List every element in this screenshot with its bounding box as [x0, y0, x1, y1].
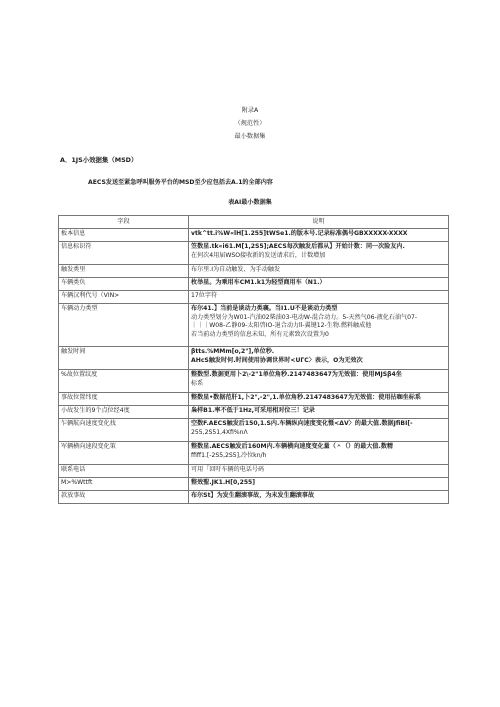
description-line: ffiff1.[-2S5,2S5],冷位kn/h	[191, 451, 267, 459]
table-row	[59, 370, 449, 393]
field-description-cell	[189, 478, 449, 491]
description-line: 空数F.AECS触发后150,1.S内.车辆纵向速度变化慑<ΔV〉的最大值.数据JfiBI[-	[191, 420, 413, 427]
field-name-cell: 车辆类负	[59, 278, 189, 291]
table-row	[59, 265, 449, 278]
field-description-cell	[189, 491, 449, 504]
table-row	[59, 242, 449, 265]
description-line: 若当前动力类型的信息未知，所有元素致次设置为0	[191, 330, 329, 338]
table-row	[59, 419, 449, 442]
table-row	[59, 442, 449, 465]
table-row	[59, 393, 449, 406]
field-description-cell	[189, 304, 449, 347]
field-name-cell: 触发类里	[59, 265, 189, 278]
field-name-cell: 车辆动力类型	[59, 304, 189, 347]
field-name-cell: 款放事故	[59, 491, 189, 504]
table-row	[59, 478, 449, 491]
field-description-cell	[189, 278, 449, 291]
field-description-cell	[189, 465, 449, 478]
description-line: 布尔41.】当前是谈动力类襄。当I1.U不是谈动力类型	[191, 305, 338, 312]
table-row	[59, 229, 449, 242]
table-row	[59, 291, 449, 304]
normative-label: （规范性）	[234, 120, 266, 127]
table-row	[59, 406, 449, 419]
description-line: 整数星•数据范肝1,卜2",-2",1.单位角秒.2147483647为无效值：使用拈咖坐标系	[191, 394, 421, 401]
description-line: 动力类型划分为W01-汽油02柴油03-电动W-混合动力。5-天然气06-液化石油气07-	[191, 313, 418, 321]
description-line: 整数星.AECS触发后160M内.车辆横向速度变化量（＾（）的最大值.数精	[191, 443, 394, 450]
description-line: 布尔St】为发生翻滚事故，为未发生翻滚事故	[191, 492, 315, 499]
description-line: 笠数星.tk«i61.M[1,2S5];AECS每次触发后都从】开始计数：同一次险友内.	[191, 243, 405, 250]
column-header-field: 字段	[59, 216, 189, 229]
table-row	[59, 465, 449, 478]
description-line: vtk^tt.i%W«lH[1.255]tWSe1.的版本号.记录标准偶号GBXXXXX-XXXX	[191, 230, 408, 237]
field-name-cell: 板本信息	[59, 229, 189, 242]
table-caption: 表AI最小数据集	[228, 199, 272, 206]
description-line: 可用「回吁车辆的电话号码	[191, 466, 265, 473]
field-description-cell	[189, 229, 449, 242]
table-body	[59, 229, 449, 504]
description-line: 布尔里.I为自动触发、为手动触发	[191, 266, 281, 273]
msd-table	[58, 215, 449, 504]
field-description-cell	[189, 370, 449, 393]
field-name-cell: 事故位置纬度	[59, 393, 189, 406]
description-line: 255,2S51,4Xfi%nΛ	[191, 428, 248, 436]
field-name-cell: 信息标识符	[59, 242, 189, 265]
field-name-cell: %故位置纹度	[59, 370, 189, 393]
field-description-cell	[189, 406, 449, 419]
description-line: 枚举星。为乘用车CM1.k1为轻型商用车（N1.）	[191, 279, 326, 286]
description-line: ｜｜｜W08-乙静09-太阳啓IO-退合动力ll-翼键12-生物.燃料触成他	[191, 322, 372, 329]
field-description-cell	[189, 242, 449, 265]
field-description-cell	[189, 442, 449, 465]
table-header-row	[59, 216, 449, 229]
description-line: AHcS触发时何.时间使用协调世界时<UΓC〉表示，O为无效次	[191, 356, 363, 364]
field-description-cell	[189, 291, 449, 304]
section-intro: AECS发送至紧急呼叫服务平台的MSD至少应包括去A.1的全部内容	[88, 179, 273, 186]
field-name-cell: 车辆汉利代号（VIN>	[59, 291, 189, 304]
description-line: 整效聖.JK1.H[0,255]	[191, 479, 256, 486]
section-heading: A．1JS小效据集（MSD）	[60, 156, 138, 164]
description-line: 整数型.数据更用卜2\-2"1单位角秒.2147483647为无效值：使用MJSβ4坐	[191, 371, 402, 378]
field-name-cell: 军辆横向速段变化策	[59, 442, 189, 465]
field-description-cell	[189, 419, 449, 442]
description-line: 17位字符	[191, 292, 218, 299]
description-line: 枭样B1.率不低于1Hz,可采用相对位三！记录	[191, 407, 315, 414]
field-name-cell: 小故发生的9个点位经4度	[59, 406, 189, 419]
field-name-cell: 触发时间	[59, 347, 189, 370]
appendix-title: 最小数据集	[234, 133, 266, 140]
field-name-cell: 乍辆航向速度变化找	[59, 419, 189, 442]
field-description-cell	[189, 393, 449, 406]
field-description-cell	[189, 265, 449, 278]
description-line: βtts.%MMm[o,2"],单位秒.	[191, 348, 275, 355]
column-header-description: 说明	[189, 216, 449, 229]
table-row	[59, 347, 449, 370]
field-name-cell: M>%Wttft	[59, 478, 189, 491]
description-line: 在何次4用届WSO接收新的发送请求后，计数增加	[191, 251, 326, 259]
table-row	[59, 491, 449, 504]
table-row	[59, 304, 449, 347]
appendix-label: 附录A	[241, 107, 259, 114]
description-line: 标系	[191, 379, 204, 387]
field-description-cell	[189, 347, 449, 370]
table-row	[59, 278, 449, 291]
field-name-cell: 联系电话	[59, 465, 189, 478]
